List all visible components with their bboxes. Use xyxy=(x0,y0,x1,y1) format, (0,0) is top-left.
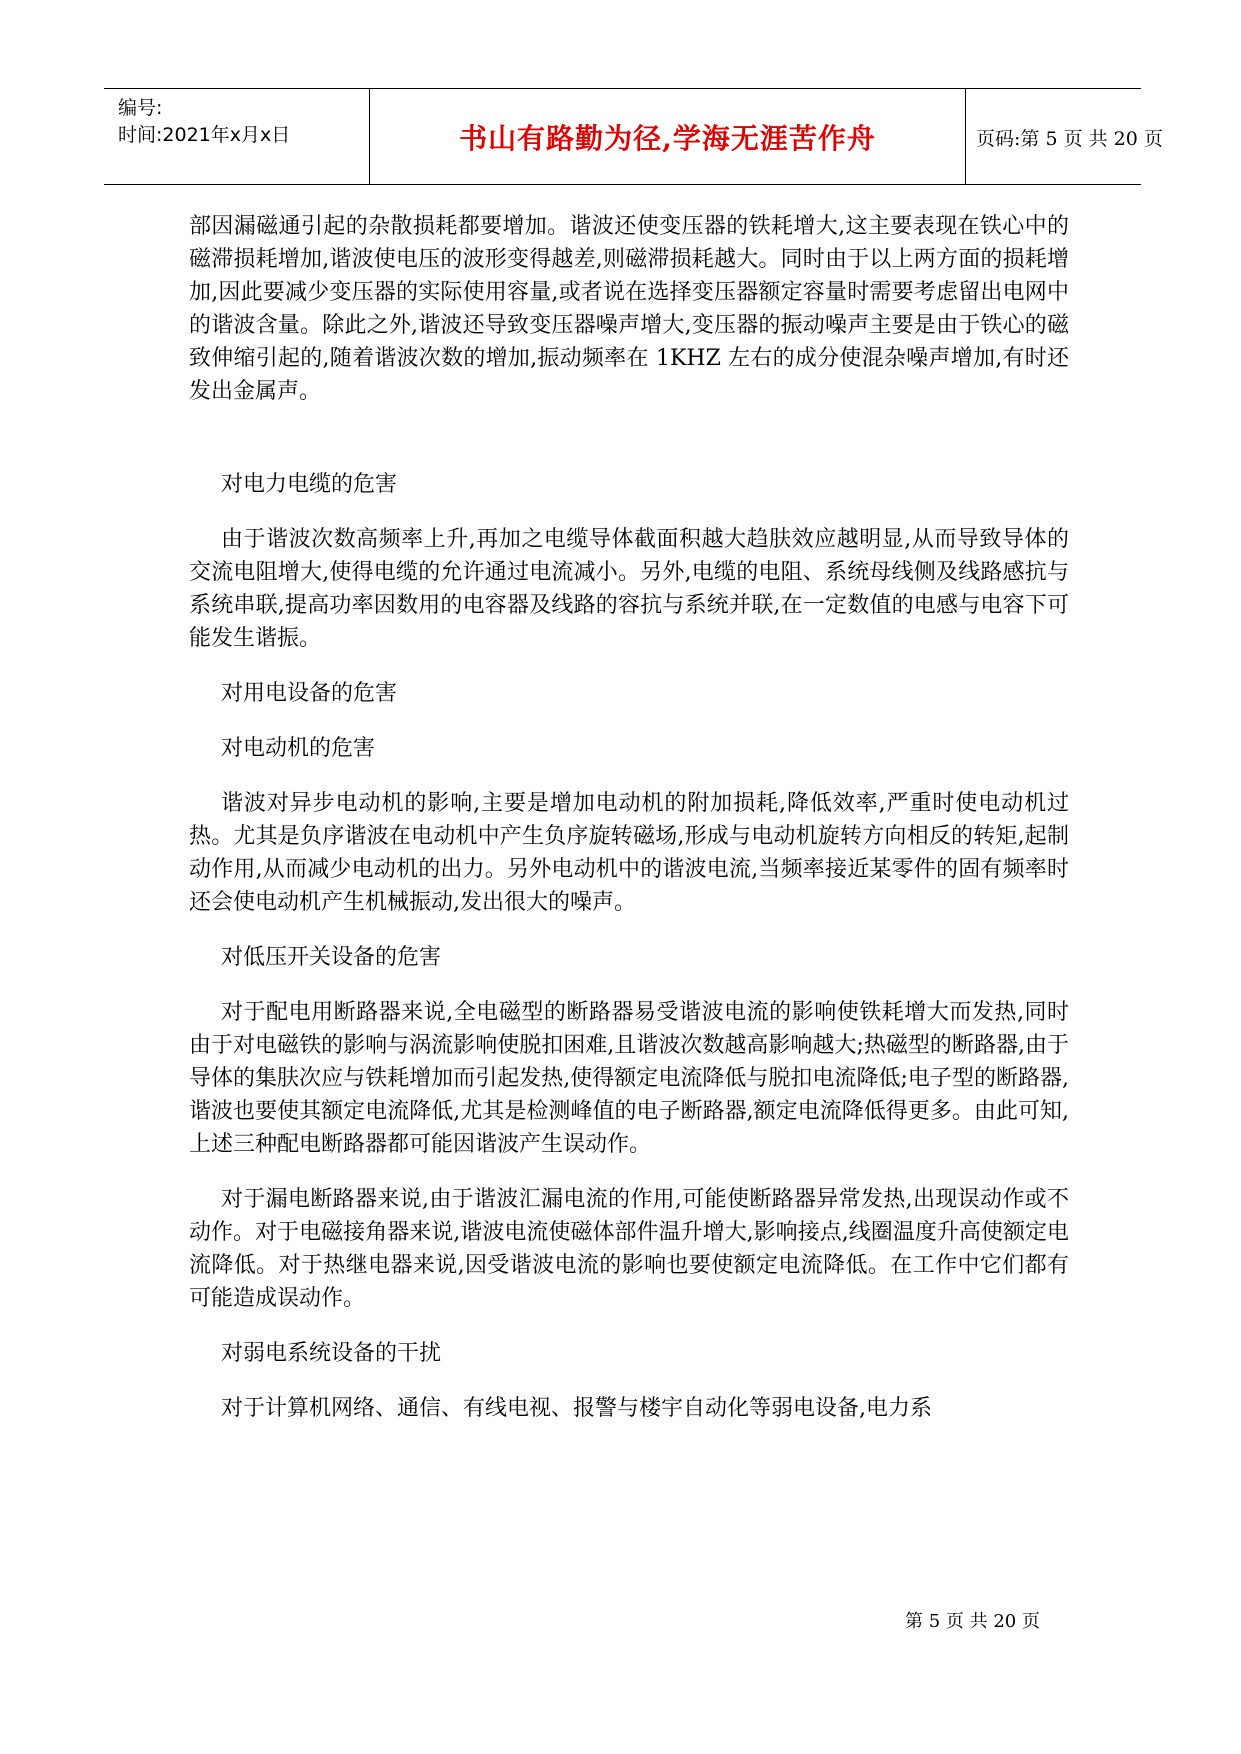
document-time-label: 时间:2021年x月x日 xyxy=(118,124,291,146)
page-header xyxy=(104,88,1163,185)
paragraph-weak-current: 对于计算机网络、通信、有线电视、报警与楼宇自动化等弱电设备,电力系 xyxy=(221,1396,932,1421)
heading-power-cable-hazard: 对电力电缆的危害 xyxy=(221,472,398,497)
document-number-label: 编号: xyxy=(118,97,163,119)
paragraph-distribution-breaker: 对于配电用断路器来说,全电磁型的断路器易受谐波电流的影响使铁耗增大而发热,同时由于对电磁铁的影响与涡流影响使脱扣困难,且谐波次数越高影响越大;热磁型的断路器,由于导体的集肤次应与铁耗增加而引起发热,使得额定电流降低与脱扣电流降低;电子型的断路器,谐波也要使其额定电流降低,尤其是检测峰值的电子断路器,额定电流降低得更多。由此可知,上述三种配电断路器都可能因谐波产生误动作。 xyxy=(189,1000,1069,1157)
paragraph-leakage-breaker: 对于漏电断路器来说,由于谐波汇漏电流的作用,可能使断路器异常发热,出现误动作或不动作。对于电磁接角器来说,谐波电流使磁体部件温升增大,影响接点,线圈温度升高使额定电流降低。对于热继电器来说,因受谐波电流的影响也要使额定电流降低。在工作中它们都有可能造成误动作。 xyxy=(189,1187,1069,1311)
heading-electrical-equipment-hazard: 对用电设备的危害 xyxy=(221,681,398,706)
paragraph-transformer-losses: 部因漏磁通引起的杂散损耗都要增加。谐波还使变压器的铁耗增大,这主要表现在铁心中的磁滞损耗增加,谐波使电压的波形变得越差,则磁滞损耗越大。同时由于以上两方面的损耗增加,因此要减少变压器的实际使用容量,或者说在选择变压器额定容量时需要考虑留出电网中的谐波含量。除此之外,谐波还导致变压器噪声增大,变压器的振动噪声主要是由于铁心的磁致伸缩引起的,随着谐波次数的增加,振动频率在 1KHZ 左右的成分使混杂噪声增加,有时还发出金属声。 xyxy=(189,214,1069,404)
document-body xyxy=(189,210,1069,1425)
page-footer: 第 5 页 共 20 页 xyxy=(905,1611,1040,1632)
header-middle-cell xyxy=(369,89,966,184)
header-motto: 书山有路勤为径,学海无涯苦作舟 xyxy=(459,122,876,155)
heading-low-voltage-switch-hazard: 对低压开关设备的危害 xyxy=(221,945,442,970)
heading-motor-hazard: 对电动机的危害 xyxy=(221,736,376,761)
header-left-cell xyxy=(104,89,369,184)
heading-weak-current-interference: 对弱电系统设备的干扰 xyxy=(221,1341,442,1366)
paragraph-motor: 谐波对异步电动机的影响,主要是增加电动机的附加损耗,降低效率,严重时使电动机过热。尤其是负序谐波在电动机中产生负序旋转磁场,形成与电动机旋转方向相反的转矩,起制动作用,从而减少电动机的出力。另外电动机中的谐波电流,当频率接近某零件的固有频率时还会使电动机产生机械振动,发出很大的噪声。 xyxy=(189,791,1069,915)
header-right-cell xyxy=(966,89,1163,184)
header-page-label: 页码:第 5 页 共 20 页 xyxy=(976,128,1163,150)
paragraph-power-cable: 由于谐波次数高频率上升,再加之电缆导体截面积越大趋肤效应越明显,从而导致导体的交流电阻增大,使得电缆的允许通过电流减小。另外,电缆的电阻、系统母线侧及线路感抗与系统串联,提高功率因数用的电容器及线路的容抗与系统并联,在一定数值的电感与电容下可能发生谐振。 xyxy=(189,527,1069,651)
